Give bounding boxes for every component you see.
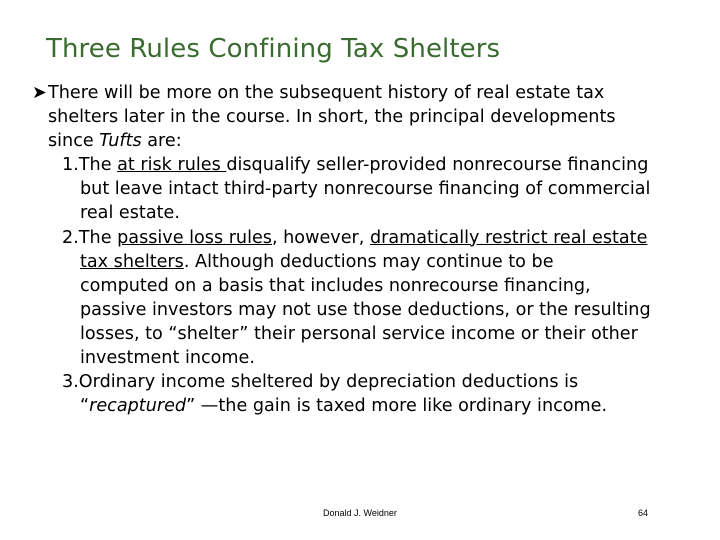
slide-title: Three Rules Confining Tax Shelters bbox=[46, 34, 501, 64]
intro-line-1: There will be more on the subsequent history of real estate tax bbox=[48, 83, 605, 103]
at-risk-rules: at risk rules bbox=[117, 155, 227, 176]
tax-shelters-phrase: tax shelters bbox=[80, 251, 184, 272]
rule-3-line-2: ” —the gain is taxed more like ordinary income. bbox=[186, 396, 608, 417]
rule-1-pre: The bbox=[78, 155, 118, 176]
recaptured-term: recaptured bbox=[89, 396, 187, 417]
intro-line-2: shelters later in the course. In short, the principal developments bbox=[48, 107, 616, 128]
tufts-case: Tufts bbox=[99, 131, 142, 152]
slide-body bbox=[32, 81, 702, 418]
rule-2-line-3: computed on a basis that includes nonrecourse financing, bbox=[80, 275, 591, 296]
rule-2-mid: , however, bbox=[271, 227, 370, 248]
rule-1-number: 1. bbox=[62, 155, 79, 176]
rule-1-line-1: disqualify seller-provided nonrecourse financing bbox=[226, 155, 649, 176]
rule-3 bbox=[48, 370, 702, 418]
rule-2-line-2: . Although deductions may continue to be bbox=[183, 251, 554, 272]
restrict-phrase: dramatically restrict real estate bbox=[369, 227, 648, 248]
rule-2-line-5: losses, to “shelter” their personal service income or their other bbox=[80, 323, 638, 344]
intro-bullet bbox=[32, 81, 702, 105]
rule-2-line-4: passive investors may not use those deductions, or the resulting bbox=[80, 299, 651, 320]
rule-3-number: 3. bbox=[62, 372, 79, 393]
intro-end: are: bbox=[141, 131, 182, 152]
arrow-bullet-icon: ➤ bbox=[32, 83, 47, 103]
rule-3-line-1: Ordinary income sheltered by depreciation deductions is bbox=[78, 372, 579, 393]
intro-line-3 bbox=[48, 129, 702, 153]
rule-2-pre: The bbox=[78, 227, 118, 248]
rule-1-line-2: but leave intact third-party nonrecourse financing of commercial bbox=[80, 179, 651, 200]
rule-1 bbox=[48, 153, 702, 225]
rule-1-line-3: real estate. bbox=[80, 203, 180, 224]
passive-loss-rules: passive loss rules bbox=[117, 227, 272, 248]
rule-2-number: 2. bbox=[62, 227, 79, 248]
rule-2 bbox=[48, 226, 702, 371]
quote-open: “ bbox=[80, 396, 90, 417]
intro-text: since bbox=[48, 131, 100, 152]
footer-author: Donald J. Weidner bbox=[323, 508, 397, 518]
rule-2-line-6: investment income. bbox=[80, 348, 255, 369]
page-number: 64 bbox=[638, 508, 649, 518]
